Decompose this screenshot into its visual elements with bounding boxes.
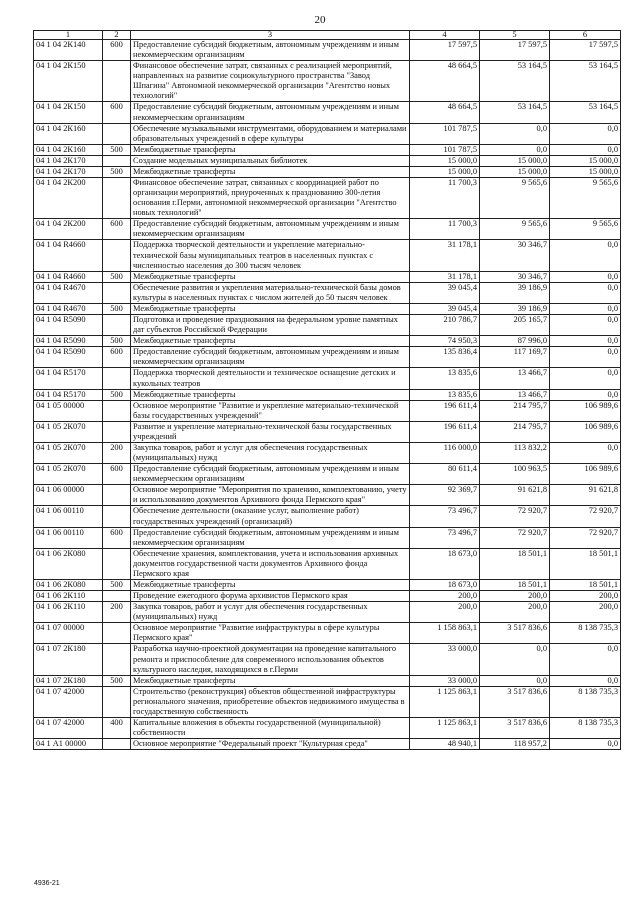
item-name-cell: Межбюджетные трансферты [131,579,410,590]
amount-year3-cell: 106 989,6 [550,421,621,442]
amount-year1-cell: 48 664,5 [410,61,480,102]
budget-table [33,30,621,750]
item-name-cell: Основное мероприятие "Развитие инфраструктуры в сфере культуры Пермского края" [131,623,410,644]
table-row [34,579,621,590]
target-code-cell: 04 1 04 R5090 [34,347,103,368]
target-code-cell: 04 1 04 2К200 [34,219,103,240]
table-row [34,282,621,303]
item-name-cell: Предоставление субсидий бюджетным, автономным учреждениям и иным некоммерческим организациям [131,102,410,123]
expense-type-cell [103,400,131,421]
target-code-cell: 04 1 04 R4670 [34,282,103,303]
amount-year1-cell: 210 786,7 [410,315,480,336]
target-code-cell: 04 1 04 R5090 [34,336,103,347]
amount-year3-cell: 0,0 [550,123,621,144]
item-name-cell: Поддержка творческой деятельности и техническое оснащение детских и кукольных театров [131,368,410,389]
table-row [34,686,621,717]
expense-type-cell [103,644,131,675]
amount-year1-cell: 11 700,3 [410,178,480,219]
item-name-cell: Межбюджетные трансферты [131,389,410,400]
amount-year2-cell: 3 517 836,6 [480,718,550,739]
table-row [34,368,621,389]
amount-year1-cell: 48 940,1 [410,739,480,750]
item-name-cell: Финансовое обеспечение затрат, связанных с реализацией мероприятий, направленных на развитие социокультурного пространства "Завод Шпагина" Автономной некоммерческой организации "Агентство новых технологий" [131,61,410,102]
amount-year1-cell: 13 835,6 [410,389,480,400]
expense-type-cell [103,61,131,102]
table-row [34,123,621,144]
amount-year2-cell: 3 517 836,6 [480,686,550,717]
amount-year2-cell: 30 346,7 [480,271,550,282]
amount-year3-cell: 18 501,1 [550,579,621,590]
amount-year3-cell: 0,0 [550,644,621,675]
amount-year3-cell: 0,0 [550,389,621,400]
column-header-2: 2 [103,31,131,40]
amount-year2-cell: 200,0 [480,591,550,602]
amount-year1-cell: 31 178,1 [410,271,480,282]
amount-year2-cell: 39 186,9 [480,282,550,303]
amount-year1-cell: 15 000,0 [410,155,480,166]
target-code-cell: 04 1 04 2К160 [34,123,103,144]
table-row [34,675,621,686]
amount-year1-cell: 1 125 863,1 [410,686,480,717]
amount-year1-cell: 1 125 863,1 [410,718,480,739]
table-row [34,61,621,102]
table-row [34,166,621,177]
table-row [34,315,621,336]
expense-type-cell [103,368,131,389]
amount-year1-cell: 74 950,3 [410,336,480,347]
amount-year3-cell: 15 000,0 [550,155,621,166]
amount-year2-cell: 18 501,1 [480,548,550,579]
amount-year3-cell: 0,0 [550,315,621,336]
amount-year2-cell: 0,0 [480,644,550,675]
amount-year3-cell: 0,0 [550,271,621,282]
expense-type-cell [103,485,131,506]
target-code-cell: 04 1 06 2К110 [34,591,103,602]
amount-year3-cell: 0,0 [550,739,621,750]
item-name-cell: Строительство (реконструкция) объектов общественной инфраструктуры регионального значения, приобретение объектов недвижимого имущества в государственную собственность [131,686,410,717]
amount-year1-cell: 80 611,4 [410,464,480,485]
amount-year3-cell: 0,0 [550,144,621,155]
expense-type-cell: 200 [103,442,131,463]
expense-type-cell: 200 [103,602,131,623]
table-row [34,421,621,442]
target-code-cell: 04 1 07 42000 [34,718,103,739]
expense-type-cell [103,282,131,303]
amount-year3-cell: 72 920,7 [550,506,621,527]
amount-year1-cell: 73 496,7 [410,527,480,548]
item-name-cell: Создание модельных муниципальных библиотек [131,155,410,166]
amount-year1-cell: 17 597,5 [410,40,480,61]
table-row [34,336,621,347]
expense-type-cell [103,178,131,219]
target-code-cell: 04 1 05 2К070 [34,421,103,442]
expense-type-cell: 600 [103,464,131,485]
target-code-cell: 04 1 07 00000 [34,623,103,644]
expense-type-cell [103,240,131,271]
amount-year3-cell: 9 565,6 [550,178,621,219]
amount-year1-cell: 200,0 [410,591,480,602]
amount-year2-cell: 13 466,7 [480,368,550,389]
column-header-4: 4 [410,31,480,40]
item-name-cell: Закупка товаров, работ и услуг для обеспечения государственных (муниципальных) нужд [131,602,410,623]
expense-type-cell: 500 [103,271,131,282]
amount-year1-cell: 1 158 863,1 [410,623,480,644]
item-name-cell: Основное мероприятие "Развитие и укрепление материально-технической базы государственных учреждений" [131,400,410,421]
amount-year3-cell: 106 989,6 [550,464,621,485]
expense-type-cell: 600 [103,527,131,548]
amount-year2-cell: 15 000,0 [480,155,550,166]
amount-year1-cell: 18 673,0 [410,579,480,590]
item-name-cell: Подготовка и проведение празднования на федеральном уровне памятных дат субъектов Российской Федерации [131,315,410,336]
amount-year3-cell: 91 621,8 [550,485,621,506]
table-row [34,271,621,282]
item-name-cell: Обеспечение деятельности (оказание услуг, выполнение работ) государственных учреждений (организаций) [131,506,410,527]
amount-year1-cell: 31 178,1 [410,240,480,271]
target-code-cell: 04 1 07 42000 [34,686,103,717]
table-row [34,178,621,219]
target-code-cell: 04 1 07 2К180 [34,644,103,675]
item-name-cell: Обеспечение музыкальными инструментами, оборудованием и материалами образовательных учреждений в сфере культуры [131,123,410,144]
target-code-cell: 04 1 06 00000 [34,485,103,506]
amount-year1-cell: 48 664,5 [410,102,480,123]
amount-year3-cell: 0,0 [550,347,621,368]
table-row [34,718,621,739]
amount-year2-cell: 113 832,2 [480,442,550,463]
column-header-6: 6 [550,31,621,40]
amount-year3-cell: 200,0 [550,591,621,602]
amount-year2-cell: 18 501,1 [480,579,550,590]
expense-type-cell [103,739,131,750]
target-code-cell: 04 1 04 2К140 [34,40,103,61]
item-name-cell: Межбюджетные трансферты [131,144,410,155]
amount-year2-cell: 17 597,5 [480,40,550,61]
amount-year2-cell: 53 164,5 [480,102,550,123]
table-row [34,389,621,400]
amount-year1-cell: 200,0 [410,602,480,623]
amount-year3-cell: 53 164,5 [550,102,621,123]
table-row [34,400,621,421]
amount-year3-cell: 17 597,5 [550,40,621,61]
table-row [34,485,621,506]
amount-year1-cell: 33 000,0 [410,675,480,686]
amount-year3-cell: 0,0 [550,368,621,389]
expense-type-cell: 600 [103,347,131,368]
table-row [34,219,621,240]
table-row [34,527,621,548]
amount-year2-cell: 205 165,7 [480,315,550,336]
amount-year2-cell: 0,0 [480,123,550,144]
amount-year2-cell: 214 795,7 [480,421,550,442]
expense-type-cell [103,421,131,442]
item-name-cell: Капитальные вложения в объекты государственной (муниципальной) собственности [131,718,410,739]
expense-type-cell: 500 [103,336,131,347]
item-name-cell: Закупка товаров, работ и услуг для обеспечения государственных (муниципальных) нужд [131,442,410,463]
column-header-1: 1 [34,31,103,40]
amount-year3-cell: 0,0 [550,282,621,303]
amount-year1-cell: 13 835,6 [410,368,480,389]
amount-year1-cell: 101 787,5 [410,123,480,144]
expense-type-cell [103,623,131,644]
target-code-cell: 04 1 04 2К200 [34,178,103,219]
page-number: 20 [314,14,326,26]
table-row [34,102,621,123]
item-name-cell: Основное мероприятие "Мероприятия по хранению, комплектованию, учету и использованию документов Архивного фонда Пермского края" [131,485,410,506]
table-body [34,40,621,750]
target-code-cell: 04 1 04 2К150 [34,61,103,102]
target-code-cell: 04 1 04 2К170 [34,166,103,177]
table-row [34,155,621,166]
expense-type-cell [103,591,131,602]
target-code-cell: 04 1 06 00110 [34,527,103,548]
amount-year3-cell: 0,0 [550,303,621,314]
amount-year3-cell: 8 138 735,3 [550,686,621,717]
item-name-cell: Разработка научно-проектной документации на проведение капитального ремонта и приспособление для современного использования объектов культурного наследия, находящихся в г.Перми [131,644,410,675]
amount-year1-cell: 196 611,4 [410,421,480,442]
amount-year3-cell: 9 565,6 [550,219,621,240]
amount-year1-cell: 135 836,4 [410,347,480,368]
target-code-cell: 04 1 04 2К150 [34,102,103,123]
item-name-cell: Межбюджетные трансферты [131,303,410,314]
amount-year1-cell: 33 000,0 [410,644,480,675]
expense-type-cell [103,506,131,527]
item-name-cell: Предоставление субсидий бюджетным, автономным учреждениям и иным некоммерческим организациям [131,464,410,485]
target-code-cell: 04 1 05 2К070 [34,464,103,485]
amount-year3-cell: 8 138 735,3 [550,623,621,644]
target-code-cell: 04 1 04 R4660 [34,271,103,282]
target-code-cell: 04 1 06 2К080 [34,548,103,579]
amount-year3-cell: 0,0 [550,240,621,271]
table-row [34,464,621,485]
expense-type-cell [103,548,131,579]
target-code-cell: 04 1 06 2К110 [34,602,103,623]
amount-year3-cell: 72 920,7 [550,527,621,548]
amount-year3-cell: 53 164,5 [550,61,621,102]
amount-year2-cell: 87 996,0 [480,336,550,347]
column-header-3: 3 [131,31,410,40]
item-name-cell: Межбюджетные трансферты [131,675,410,686]
amount-year2-cell: 30 346,7 [480,240,550,271]
amount-year1-cell: 15 000,0 [410,166,480,177]
table-row [34,548,621,579]
table-row [34,303,621,314]
table-row [34,347,621,368]
target-code-cell: 04 1 06 2К080 [34,579,103,590]
table-header-row [34,31,621,40]
target-code-cell: 04 1 04 R5170 [34,389,103,400]
expense-type-cell: 600 [103,219,131,240]
table-row [34,591,621,602]
item-name-cell: Предоставление субсидий бюджетным, автономным учреждениям и иным некоммерческим организациям [131,219,410,240]
item-name-cell: Межбюджетные трансферты [131,271,410,282]
expense-type-cell: 500 [103,303,131,314]
table-row [34,144,621,155]
amount-year1-cell: 18 673,0 [410,548,480,579]
budget-table-wrapper [33,30,620,750]
table-row [34,40,621,61]
item-name-cell: Обеспечение развития и укрепления материально-технической базы домов культуры в населенных пунктах с числом жителей до 50 тысяч человек [131,282,410,303]
amount-year2-cell: 214 795,7 [480,400,550,421]
amount-year1-cell: 92 369,7 [410,485,480,506]
item-name-cell: Развитие и укрепление материально-технической базы государственных учреждений [131,421,410,442]
expense-type-cell [103,123,131,144]
target-code-cell: 04 1 04 R4670 [34,303,103,314]
expense-type-cell [103,315,131,336]
amount-year3-cell: 0,0 [550,442,621,463]
amount-year1-cell: 101 787,5 [410,144,480,155]
expense-type-cell: 400 [103,718,131,739]
target-code-cell: 04 1 04 2К170 [34,155,103,166]
expense-type-cell: 500 [103,166,131,177]
expense-type-cell: 500 [103,144,131,155]
expense-type-cell: 600 [103,40,131,61]
item-name-cell: Межбюджетные трансферты [131,336,410,347]
amount-year2-cell: 91 621,8 [480,485,550,506]
amount-year2-cell: 200,0 [480,602,550,623]
amount-year1-cell: 39 045,4 [410,282,480,303]
target-code-cell: 04 1 06 00110 [34,506,103,527]
target-code-cell: 04 1 05 2К070 [34,442,103,463]
amount-year2-cell: 72 920,7 [480,506,550,527]
amount-year2-cell: 9 565,6 [480,219,550,240]
amount-year2-cell: 0,0 [480,675,550,686]
amount-year2-cell: 117 169,7 [480,347,550,368]
column-header-5: 5 [480,31,550,40]
amount-year3-cell: 200,0 [550,602,621,623]
target-code-cell: 04 1 05 00000 [34,400,103,421]
table-row [34,240,621,271]
amount-year3-cell: 18 501,1 [550,548,621,579]
amount-year3-cell: 106 989,6 [550,400,621,421]
amount-year2-cell: 39 186,9 [480,303,550,314]
amount-year1-cell: 116 000,0 [410,442,480,463]
document-footer-code: 4936-21 [34,880,60,887]
target-code-cell: 04 1 07 2К180 [34,675,103,686]
table-row [34,506,621,527]
item-name-cell: Основное мероприятие "Федеральный проект "Культурная среда" [131,739,410,750]
amount-year2-cell: 118 957,2 [480,739,550,750]
amount-year1-cell: 73 496,7 [410,506,480,527]
amount-year2-cell: 15 000,0 [480,166,550,177]
item-name-cell: Финансовое обеспечение затрат, связанных с координацией работ по организации мероприятий, приуроченных к празднованию 300-летия основания г.Перми, автономной некоммерческой организации "Агентство новых технологий" [131,178,410,219]
amount-year3-cell: 0,0 [550,336,621,347]
amount-year2-cell: 0,0 [480,144,550,155]
table-row [34,623,621,644]
item-name-cell: Предоставление субсидий бюджетным, автономным учреждениям и иным некоммерческим организациям [131,40,410,61]
item-name-cell: Межбюджетные трансферты [131,166,410,177]
table-row [34,739,621,750]
amount-year3-cell: 0,0 [550,675,621,686]
amount-year2-cell: 53 164,5 [480,61,550,102]
table-row [34,442,621,463]
expense-type-cell [103,686,131,717]
item-name-cell: Обеспечение хранения, комплектования, учета и использования архивных документов государственной части документов Архивного фонда Пермского края [131,548,410,579]
item-name-cell: Предоставление субсидий бюджетным, автономным учреждениям и иным некоммерческим организациям [131,527,410,548]
amount-year3-cell: 15 000,0 [550,166,621,177]
amount-year3-cell: 8 138 735,3 [550,718,621,739]
amount-year2-cell: 13 466,7 [480,389,550,400]
amount-year2-cell: 72 920,7 [480,527,550,548]
amount-year1-cell: 39 045,4 [410,303,480,314]
expense-type-cell: 500 [103,579,131,590]
target-code-cell: 04 1 04 2К160 [34,144,103,155]
expense-type-cell: 600 [103,102,131,123]
target-code-cell: 04 1 04 R4660 [34,240,103,271]
item-name-cell: Предоставление субсидий бюджетным, автономным учреждениям и иным некоммерческим организациям [131,347,410,368]
target-code-cell: 04 1 А1 00000 [34,739,103,750]
table-row [34,644,621,675]
target-code-cell: 04 1 04 R5090 [34,315,103,336]
amount-year1-cell: 196 611,4 [410,400,480,421]
item-name-cell: Проведение ежегодного форума архивистов Пермского края [131,591,410,602]
amount-year2-cell: 3 517 836,6 [480,623,550,644]
expense-type-cell [103,155,131,166]
expense-type-cell: 500 [103,389,131,400]
amount-year2-cell: 100 963,5 [480,464,550,485]
expense-type-cell: 500 [103,675,131,686]
amount-year2-cell: 9 565,6 [480,178,550,219]
target-code-cell: 04 1 04 R5170 [34,368,103,389]
table-row [34,602,621,623]
amount-year1-cell: 11 700,3 [410,219,480,240]
item-name-cell: Поддержка творческой деятельности и укрепление материально-технической базы муниципальных театров в населенных пунктах с численностью населения до 300 тысяч человек [131,240,410,271]
